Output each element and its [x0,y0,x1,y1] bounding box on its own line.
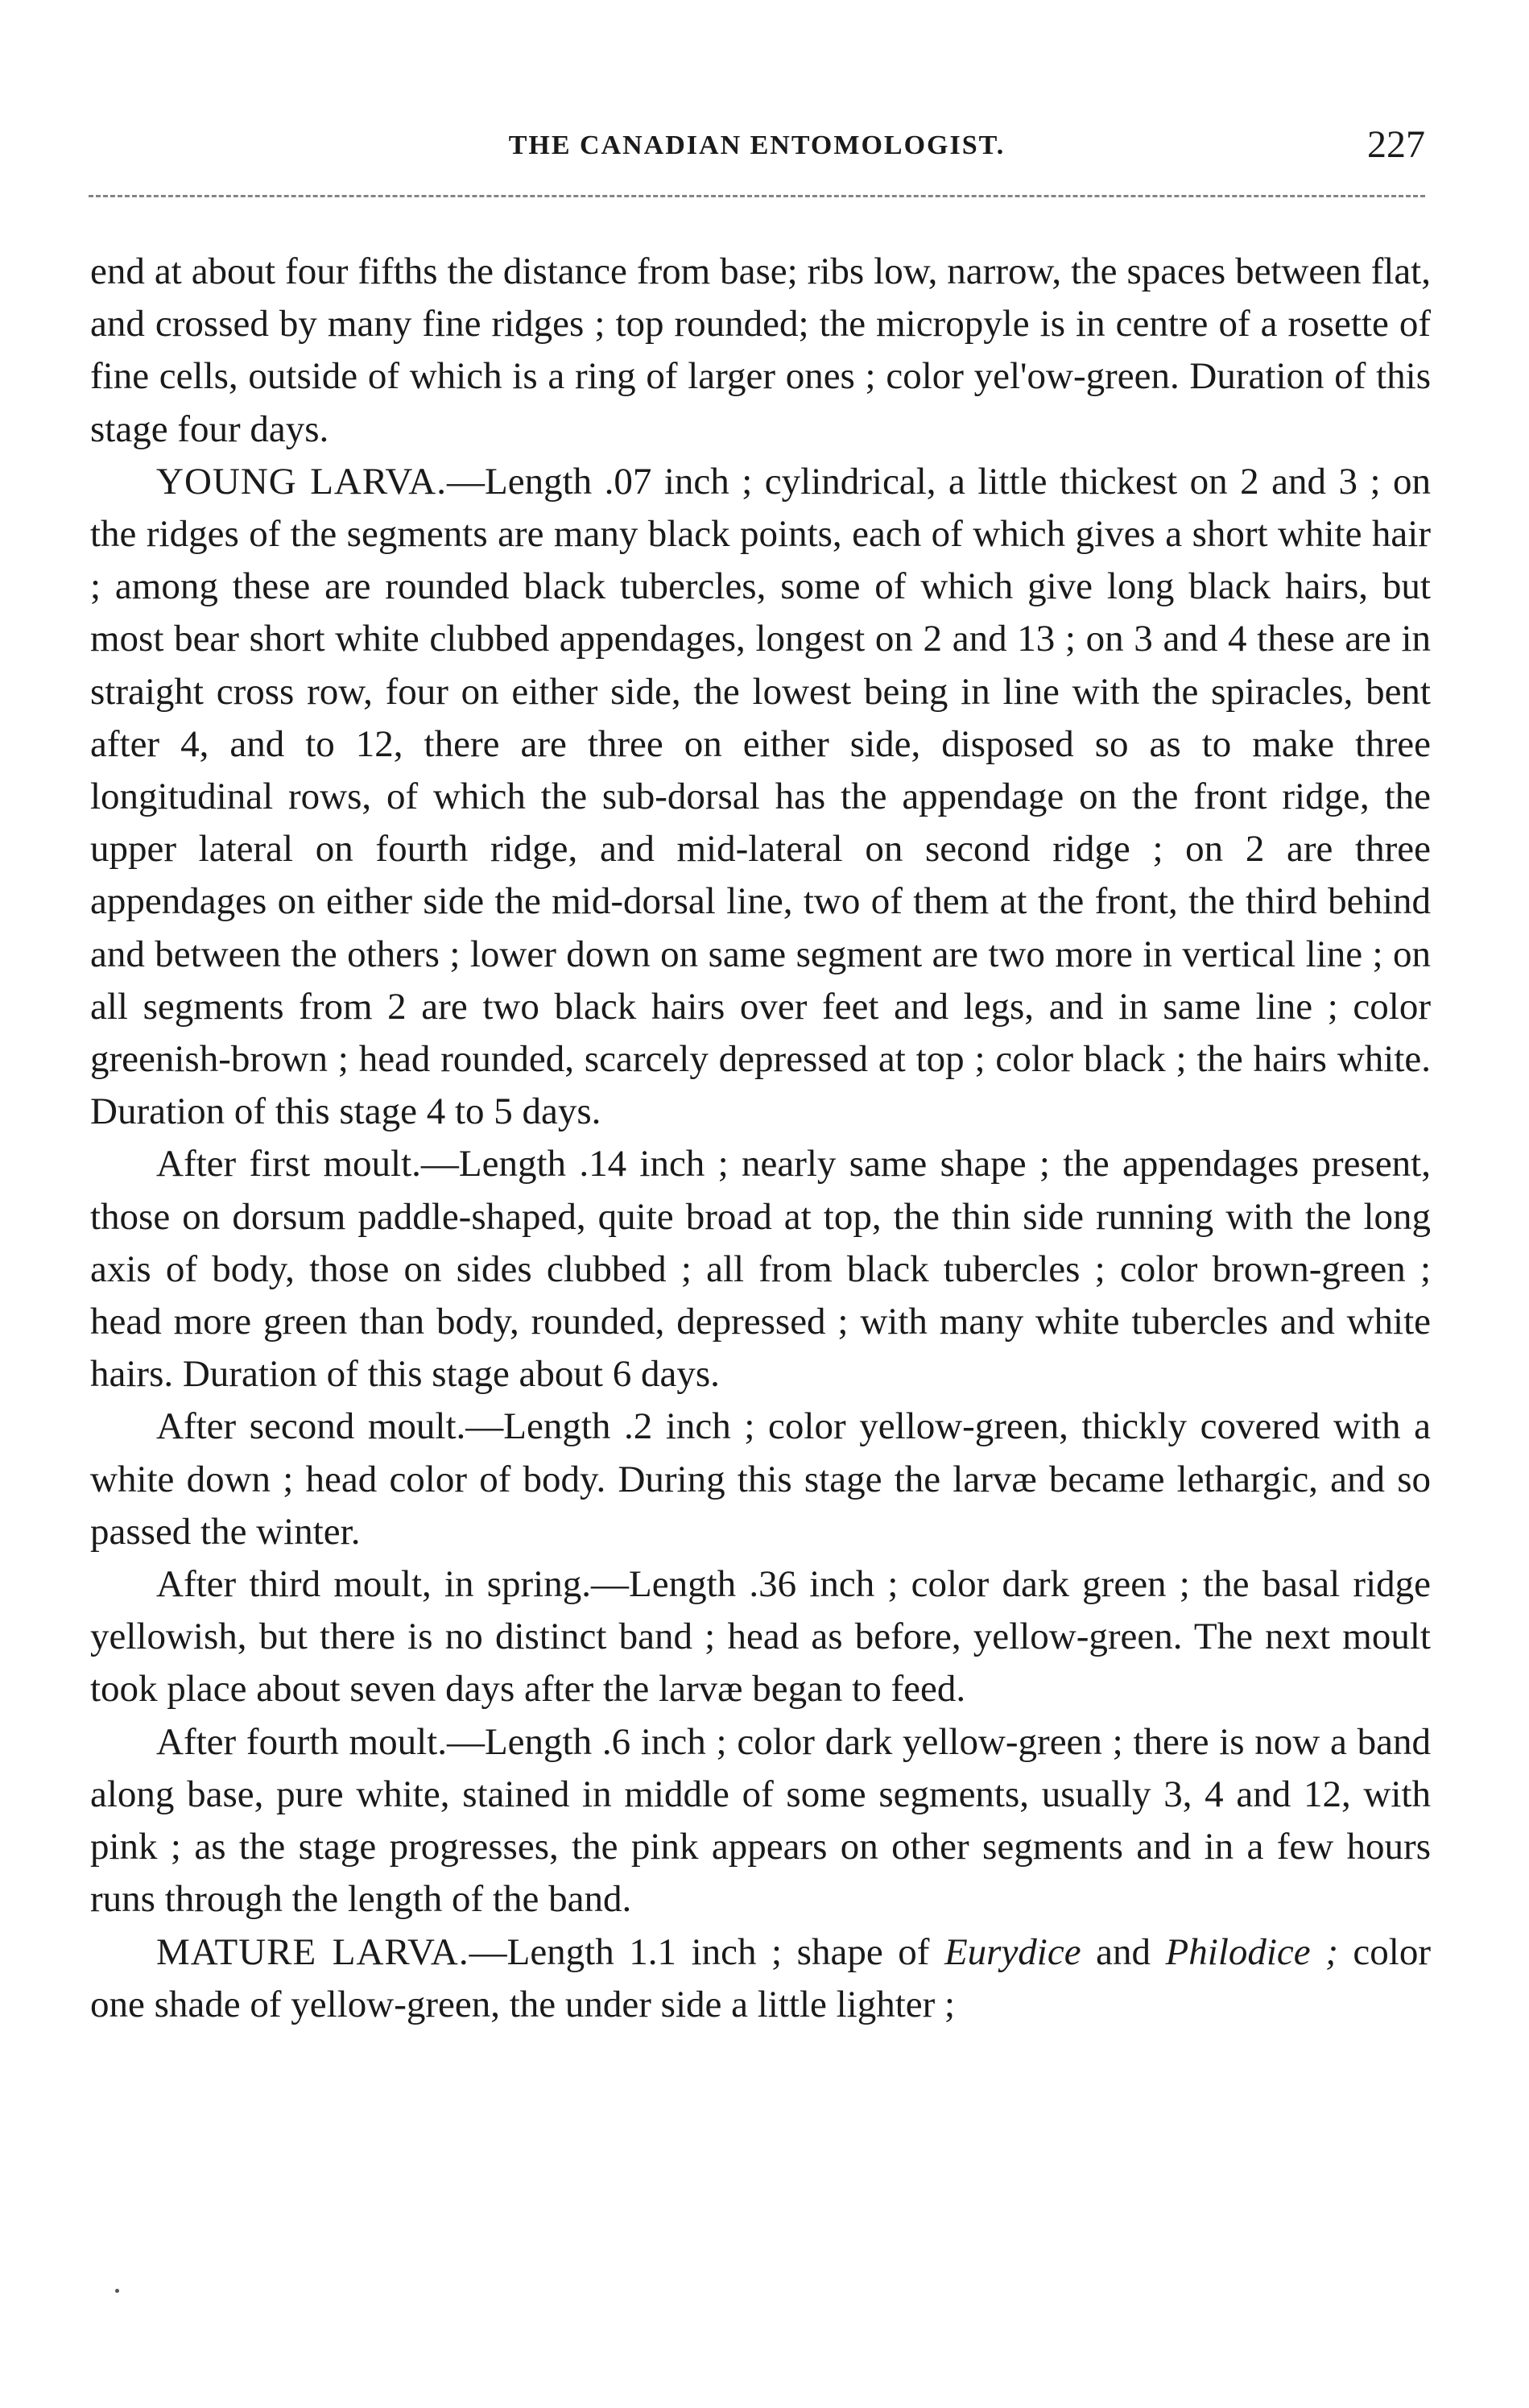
paragraph-fourth-moult [90,1716,1431,1926]
paragraph-second-moult [90,1401,1431,1558]
running-title: THE CANADIAN ENTOMOLOGIST. [508,130,1006,160]
header-rule [89,195,1425,197]
paragraph-text: —Length 1.1 inch ; shape of [469,1930,944,1973]
paragraph-mature-larva [90,1926,1431,2031]
species-name: Eurydice [944,1930,1081,1973]
page-speck [115,2289,119,2293]
section-label: MATURE LARVA. [156,1930,469,1973]
paragraph-text: and [1081,1930,1166,1973]
paragraph-text: After third moult, in spring.—Length .36 inch ; color dark green ; the basal ridge yellowish, but there is no distinct band ; head as before, yellow-green. The next moult took place about seven days after the larvæ began to feed. [90,1563,1431,1711]
paragraph-young-larva [90,456,1431,1139]
paragraph-third-moult [90,1558,1431,1716]
paragraph-first-moult [90,1138,1431,1401]
running-head [89,121,1425,169]
paragraph-text: After second moult.—Length .2 inch ; color yellow-green, thickly covered with a white down ; head color of body. During this stage the larvæ became lethargic, and so passed the winter. [90,1405,1431,1553]
paragraph-text: After first moult.—Length .14 inch ; nearly same shape ; the appendages present, those on dorsum paddle-shaped, quite broad at top, the thin side running with the long axis of body, those on sides clubbed ; all from black tubercles ; color brown-green ; head more green than body, rounded, depressed ; with many white tubercles and white hairs. Duration of this stage about 6 days. [90,1143,1431,1396]
paragraph-egg-continued [90,246,1431,456]
section-label: YOUNG LARVA. [156,460,448,503]
page-number: 227 [1367,123,1425,166]
body-text [90,246,1431,2031]
paragraph-text: —Length .07 inch ; cylindrical, a little thickest on 2 and 3 ; on the ridges of the segments are many black points, each of which gives a short white hair ; among these are rounded black tubercles, some of which give long black hairs, but most bear short white clubbed appendages, longest on 2 and 13 ; on 3 and 4 these are in straight cross row, four on either side, the lowest being in line with the spiracles, bent after 4, and to 12, there are three on either side, disposed so as to make three longitudinal rows, of which the sub-dorsal has the appendage on the front ridge, the upper lateral on fourth ridge, and mid-lateral on second ridge ; on 2 are three appendages on either side the mid-dorsal line, two of them at the front, the third behind and between the others ; lower down on same segment are two more in vertical line ; on all segments from 2 are two black hairs over feet and legs, and in same line ; color greenish-brown ; head rounded, scarcely depressed at top ; color black ; the hairs white. Duration of this stage 4 to 5 days. [90,460,1431,1133]
paragraph-text: color one shade of yellow-green, the under side a little lighter ; [90,1930,1431,2025]
paragraph-text: end at about four fifths the distance from base; ribs low, narrow, the spaces between flat, and crossed by many fine ridges ; top rounded; the micropyle is in centre of a rosette of fine cells, outside of which is a ring of larger ones ; color yel'ow-green. Duration of this stage four days. [90,250,1431,450]
species-name: Philodice ; [1165,1930,1338,1973]
paragraph-text: After fourth moult.—Length .6 inch ; color dark yellow-green ; there is now a band along base, pure white, stained in middle of some segments, usually 3, 4 and 12, with pink ; as the stage progresses, the pink appears on other segments and in a few hours runs through the length of the band. [90,1720,1431,1921]
